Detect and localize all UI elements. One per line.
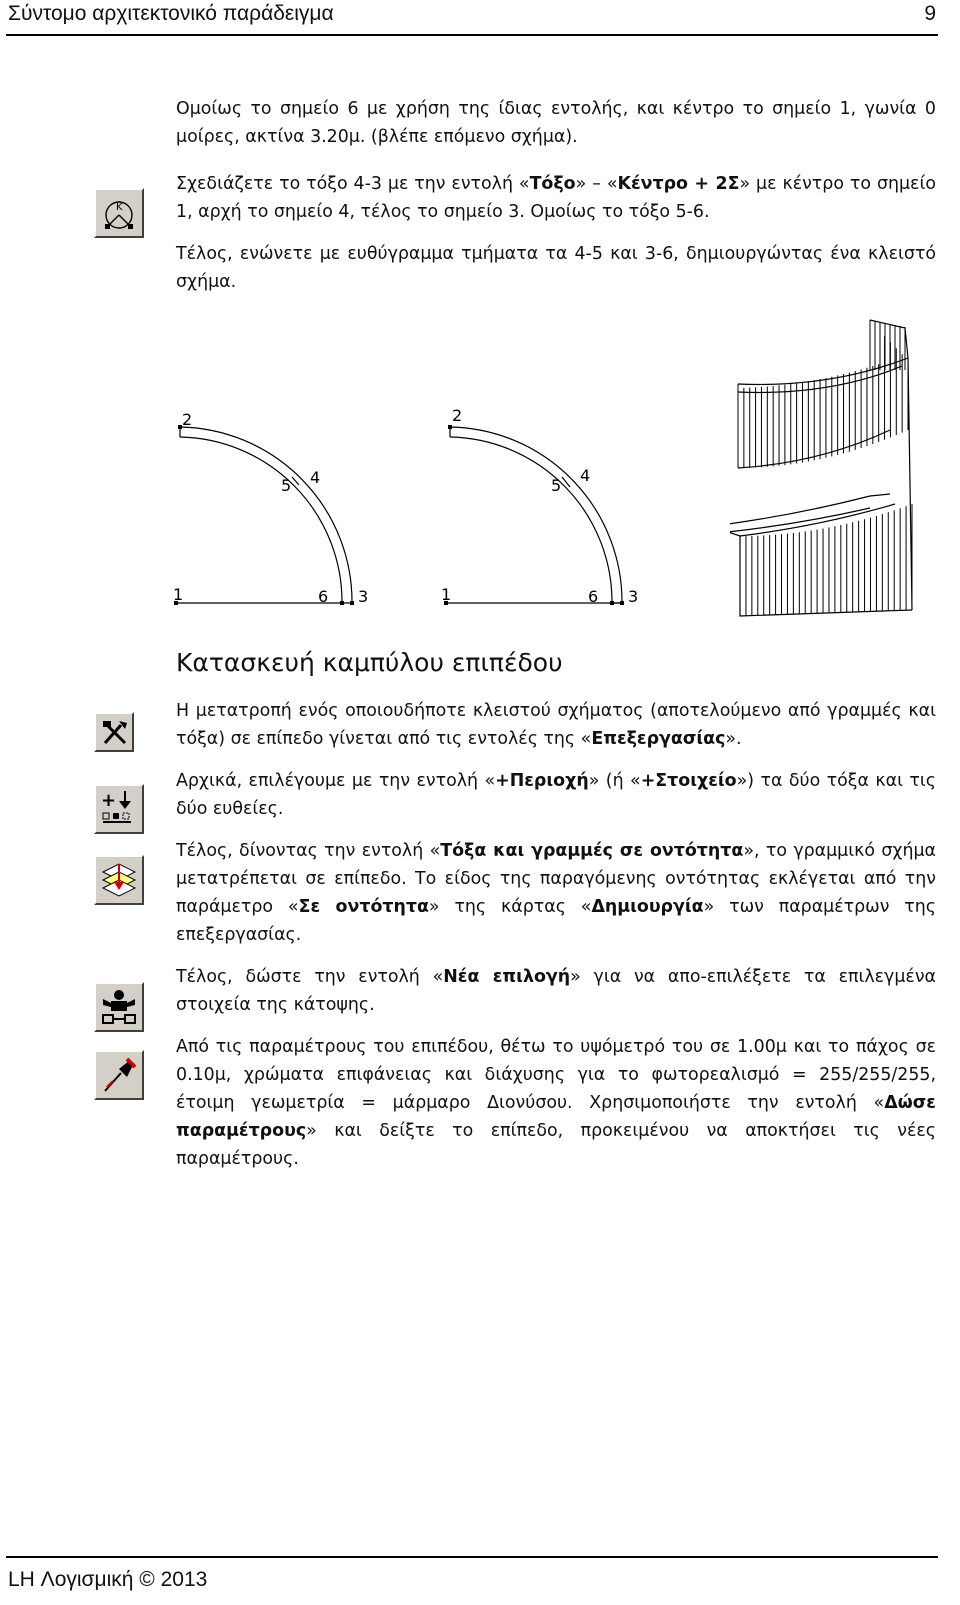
arc-center-icon[interactable] xyxy=(94,188,144,238)
label-3: 3 xyxy=(358,587,369,606)
svg-text:K: K xyxy=(116,202,123,213)
page-number: 9 xyxy=(924,2,936,25)
paragraph-2: Σχεδιάζετε το τόξο 4-3 με την εντολή «Τόξο» – «Κέντρο + 2Σ» με κέντρο το σημείο 1, αρχή το σημείο 4, τέλος το σημείο 3. Ομοίως το τόξο 5-6. xyxy=(176,174,936,222)
label-6: 6 xyxy=(588,587,599,606)
arc-diagram-right xyxy=(440,403,650,610)
footer-text: LH Λογισμική © 2013 xyxy=(8,1568,208,1591)
give-parameters-icon[interactable] xyxy=(94,1050,144,1100)
label-5: 5 xyxy=(551,476,562,495)
paragraph-7: Τέλος, δώστε την εντολή «Νέα επιλογή» για να απο-επιλέξετε τα επιλεγμένα στοιχεία της κάτοψης. xyxy=(176,967,936,1015)
page-header xyxy=(6,0,938,36)
tools-icon[interactable] xyxy=(94,712,134,752)
paragraph-8: Από τις παραμέτρους του επιπέδου, θέτω το υψόμετρό του σε 1.00μ και το πάχος σε 0.10μ, χρώματα επιφάνειας και διάχυσης για το φωτορεαλισμό = 255/255/255, έτοιμη γεωμετρία = μάρμαρο Διονύσου. Χρησιμοποιήστε την εντολή «Δώσε παραμέτρους» και δείξτε το επίπεδο, προκειμένου να αποκτήσει τις νέες παραμέτρους. xyxy=(176,1037,936,1169)
paragraph-4: Η μετατροπή ενός οποιουδήποτε κλειστού σχήματος (αποτελούμενο από γραμμές και τόξα) σε επίπεδο γίνεται από τις εντολές της «Επεξεργασίας». xyxy=(176,701,936,749)
label-3: 3 xyxy=(628,587,639,606)
label-4: 4 xyxy=(310,468,321,487)
label-2: 2 xyxy=(182,410,193,429)
select-area-icon[interactable] xyxy=(94,784,144,834)
page-footer xyxy=(6,1556,938,1591)
label-6: 6 xyxy=(318,587,329,606)
label-5: 5 xyxy=(281,476,292,495)
label-1: 1 xyxy=(173,585,184,604)
new-selection-icon[interactable] xyxy=(94,982,144,1032)
arcs-to-entity-icon[interactable] xyxy=(94,855,144,905)
section-title: Κατασκευή καμπύλου επιπέδου xyxy=(176,648,563,677)
svg-text:+: + xyxy=(101,790,117,811)
paragraph-5: Αρχικά, επιλέγουμε με την εντολή «+Περιοχή» (ή «+Στοιχείο») τα δύο τόξα και τις δύο ευθείες. xyxy=(176,771,936,819)
label-4: 4 xyxy=(580,466,591,485)
label-2: 2 xyxy=(452,406,463,425)
arc-diagram-left xyxy=(170,405,380,610)
paragraph-1: Ομοίως το σημείο 6 με χρήση της ίδιας εντολής, και κέντρο το σημείο 1, γωνία 0 μοίρες, ακτίνα 3.20μ. (βλέπε επόμενο σχήμα). xyxy=(176,99,936,147)
paragraph-3: Τέλος, ενώνετε με ευθύγραμμα τμήματα τα 4-5 και 3-6, δημιουργώντας ένα κλειστό σχήμα. xyxy=(176,244,936,292)
header-title: Σύντομο αρχιτεκτονικό παράδειγμα xyxy=(8,2,334,25)
label-1: 1 xyxy=(441,585,452,604)
paragraph-6: Τέλος, δίνοντας την εντολή «Τόξα και γραμμές σε οντότητα», το γραμμικό σχήμα μετατρέπεται σε επίπεδο. Το είδος της παραγόμενης οντότητας εκλέγεται από την παράμετρο «Σε οντότητα» της κάρτας «Δημιουργία» των παραμέτρων της επεξεργασίας. xyxy=(176,841,937,945)
curved-wall-3d-render xyxy=(730,318,920,618)
